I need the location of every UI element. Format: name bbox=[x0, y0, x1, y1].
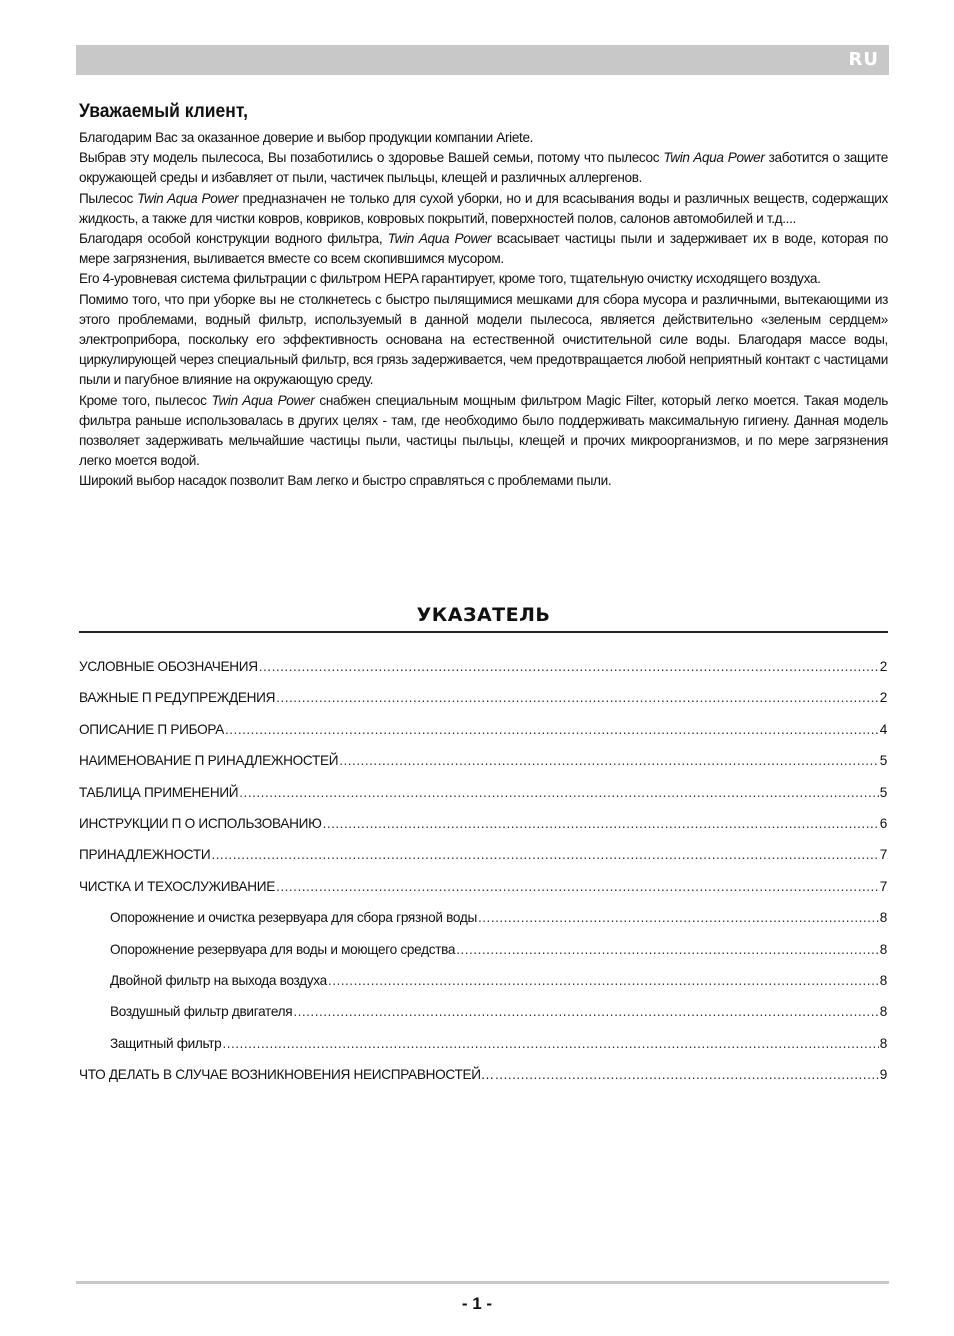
toc-entry-page: 8 bbox=[879, 1004, 887, 1020]
intro-paragraph: Пылесос Twin Aqua Power предназначен не только для сухой уборки, но и для всасывания воды и различных веществ, содержащих жидкость, а также для чистки ковров, ковриков, ковровых покрытий, поверхностей полов, салонов автомобилей и т.д.... bbox=[79, 190, 888, 226]
toc-leader-dots bbox=[339, 753, 879, 768]
toc-entry-page: 2 bbox=[879, 659, 887, 674]
toc-leader-dots bbox=[293, 1004, 878, 1019]
toc-entry-label: ЧТО ДЕЛАТЬ В СЛУЧАЕ ВОЗНИКНОВЕНИЯ НЕИСПРАВНОСТЕЙ… bbox=[79, 1067, 494, 1083]
toc-title: УКАЗАТЕЛЬ bbox=[416, 604, 551, 626]
product-name: Twin Aqua Power bbox=[387, 231, 492, 247]
greeting-heading: Уважаемый клиент, bbox=[79, 101, 248, 122]
page-number: - 1 - bbox=[461, 1294, 493, 1313]
toc-leader-dots bbox=[276, 879, 879, 894]
table-of-contents bbox=[79, 659, 887, 1098]
toc-leader-dots bbox=[495, 1067, 879, 1082]
toc-entry[interactable] bbox=[79, 753, 887, 784]
toc-leader-dots bbox=[259, 659, 879, 674]
toc-entry-page: 8 bbox=[879, 941, 887, 957]
toc-entry-label: Защитный фильтр bbox=[110, 1035, 222, 1051]
toc-entry-page: 2 bbox=[879, 690, 887, 706]
intro-paragraph: Кроме того, пылесос Twin Aqua Power снабжен специальным мощным фильтром Magic Filter, который легко моется. Такая модель фильтра раньше использовалась в других целях - там, где необходимо было поддерживать максимальную гигиену. Данная модель позволяет задерживать мельчайшие частицы пыли, частицы пыльцы, клещей и прочих микроорганизмов, и по мере загрязнения легко моется водой. bbox=[79, 392, 888, 469]
toc-entry-page: 5 bbox=[879, 784, 887, 800]
toc-leader-dots bbox=[276, 690, 879, 705]
toc-entry-page: 9 bbox=[879, 1067, 887, 1083]
toc-entry-label: ВАЖНЫЕ П РЕДУПРЕЖДЕНИЯ bbox=[79, 690, 276, 706]
toc-entry[interactable] bbox=[79, 879, 887, 910]
toc-entry-label: ОПИСАНИЕ П РИБОРА bbox=[79, 721, 224, 737]
toc-subentry[interactable] bbox=[79, 942, 887, 973]
intro-paragraph: Помимо того, что при уборке вы не столкнетесь с быстро пылящимися мешками для сбора мусора и различными, вытекающими из этого проблемами, водный фильтр, используемый в данной модели пылесоса, является действительно «зеленым сердцем» электроприбора, поскольку его эффективность основана на естественной очистительной силе воды. Благодаря массе воды, циркулирующей через специальный фильтр, вся грязь задерживается, чем предотвращается любой неприятный контакт с частицами пыли и пагубное влияние на окружающую среду. bbox=[79, 291, 888, 388]
language-code: RU bbox=[848, 49, 879, 70]
product-name: Twin Aqua Power bbox=[137, 190, 239, 206]
toc-entry[interactable] bbox=[79, 816, 887, 847]
toc-entry-page: 4 bbox=[879, 721, 887, 737]
toc-entry[interactable] bbox=[79, 1067, 887, 1098]
toc-leader-dots bbox=[478, 910, 879, 925]
intro-paragraph: Выбрав эту модель пылесоса, Вы позаботились о здоровье Вашей семьи, потому что пылесос Twin Aqua Power заботится о защите окружающей среды и избавляет от пыли, частичек пыльцы, клещей и различных аллергенов. bbox=[79, 150, 888, 186]
toc-subentry[interactable] bbox=[79, 1036, 887, 1067]
toc-leader-dots bbox=[323, 816, 879, 831]
intro-paragraph: Широкий выбор насадок позволит Вам легко и быстро справляться с проблемами пыли. bbox=[79, 473, 612, 489]
toc-entry[interactable] bbox=[79, 847, 887, 878]
toc-leader-dots bbox=[211, 847, 878, 862]
toc-divider bbox=[79, 631, 888, 633]
toc-subentry[interactable] bbox=[79, 1004, 887, 1035]
toc-entry-page: 7 bbox=[879, 878, 887, 894]
toc-entry[interactable] bbox=[79, 785, 887, 816]
toc-entry-page: 8 bbox=[879, 972, 887, 988]
toc-entry[interactable] bbox=[79, 690, 887, 721]
product-name: Twin Aqua Power bbox=[663, 150, 765, 166]
toc-entry-page: 6 bbox=[879, 815, 887, 831]
toc-entry-page: 8 bbox=[879, 1035, 887, 1051]
toc-leader-dots bbox=[225, 722, 879, 737]
toc-entry-label: НАИМЕНОВАНИЕ П РИНАДЛЕЖНОСТЕЙ bbox=[79, 753, 339, 769]
footer-divider bbox=[76, 1281, 889, 1284]
intro-paragraph: Его 4-уровневая система фильтрации с фильтром HEPA гарантирует, кроме того, тщательную очистку исходящего воздуха. bbox=[79, 271, 821, 287]
toc-entry-label: ТАБЛИЦА ПРИМЕНЕНИЙ bbox=[79, 784, 239, 800]
toc-entry-label: Двойной фильтр на выхода воздуха bbox=[110, 972, 327, 988]
product-name: Twin Aqua Power bbox=[211, 392, 315, 408]
toc-leader-dots bbox=[239, 785, 878, 800]
toc-entry-page: 5 bbox=[879, 753, 887, 769]
toc-entry-page: 7 bbox=[879, 847, 887, 863]
header-bar bbox=[76, 45, 889, 75]
toc-subentry[interactable] bbox=[79, 973, 887, 1004]
toc-subentry[interactable] bbox=[79, 910, 887, 941]
toc-entry-label: Опорожнение и очистка резервуара для сбора грязной воды bbox=[110, 910, 477, 926]
toc-entry[interactable] bbox=[79, 722, 887, 753]
toc-entry[interactable] bbox=[79, 659, 887, 690]
intro-paragraph: Благодарим Вас за оказанное доверие и выбор продукции компании Ariete. bbox=[79, 130, 534, 145]
intro-paragraph: Благодаря особой конструкции водного фильтра, Twin Aqua Power всасывает частицы пыли и задерживает их в воде, которая по мере загрязнения, выливается вместе со всем скопившимся мусором. bbox=[79, 231, 888, 267]
toc-entry-label: ИНСТРУКЦИИ П О ИСПОЛЬЗОВАНИЮ bbox=[79, 815, 322, 831]
toc-entry-label: УСЛОВНЫЕ ОБОЗНАЧЕНИЯ bbox=[79, 659, 258, 674]
intro-section bbox=[79, 100, 888, 492]
toc-entry-page: 8 bbox=[879, 910, 887, 926]
toc-entry-label: Опорожнение резервуара для воды и моющего средства bbox=[110, 941, 456, 957]
toc-leader-dots bbox=[222, 1036, 878, 1051]
toc-entry-label: ПРИНАДЛЕЖНОСТИ bbox=[79, 847, 211, 863]
toc-leader-dots bbox=[456, 942, 879, 957]
toc-leader-dots bbox=[328, 973, 879, 988]
toc-entry-label: ЧИСТКА И ТЕХОСЛУЖИВАНИЕ bbox=[79, 878, 276, 894]
toc-entry-label: Воздушный фильтр двигателя bbox=[110, 1004, 293, 1020]
